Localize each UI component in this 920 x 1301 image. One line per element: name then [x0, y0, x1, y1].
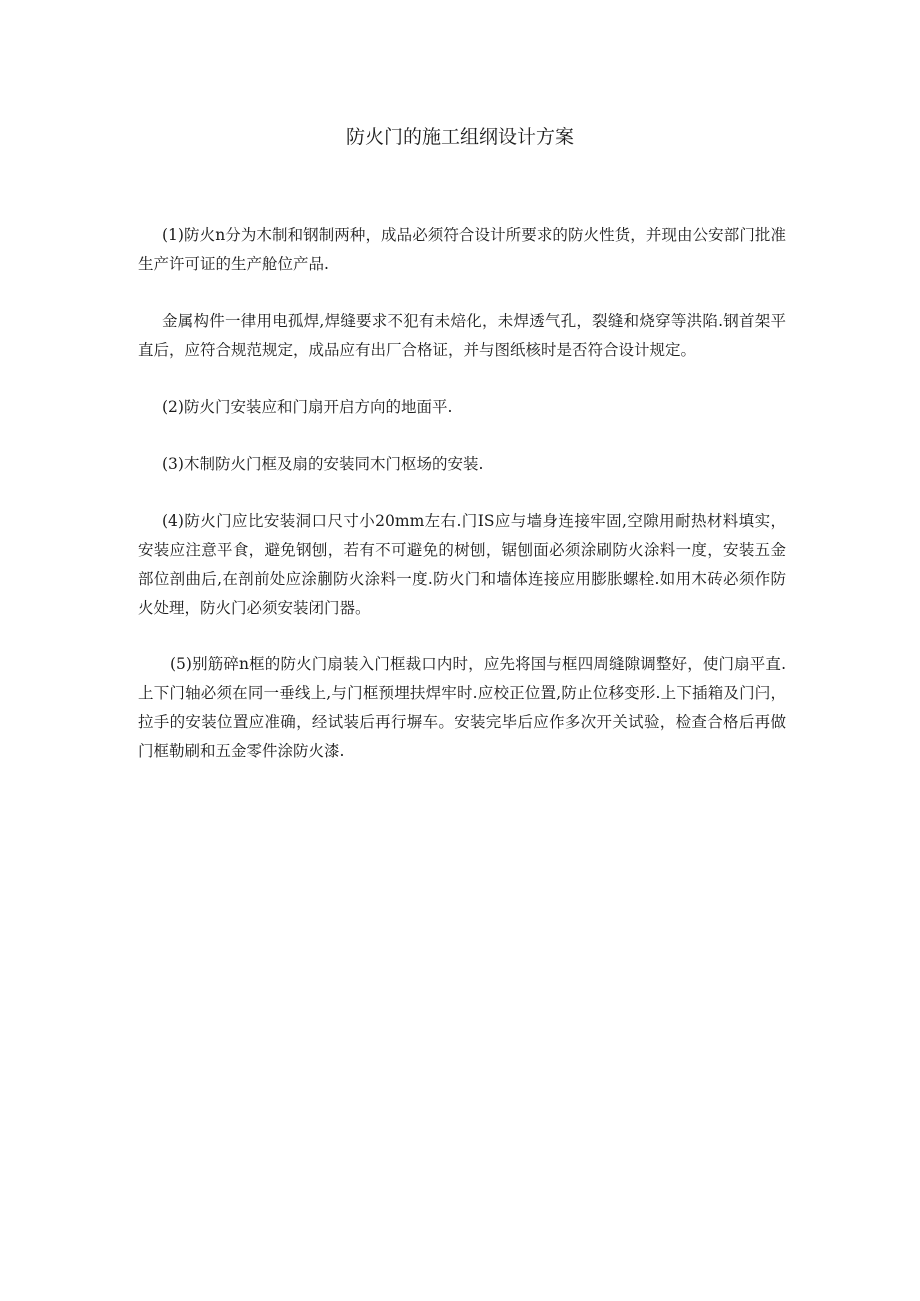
paragraph-wood-frame-install: (3)木制防火门框及扇的安装同木门枢场的安装. — [162, 455, 484, 473]
document-title: 防火门的施工组纲设计方案 — [345, 126, 574, 148]
paragraph-install-level: (2)防火门安装应和门扇开启方向的地面平. — [162, 398, 453, 416]
paragraph-fire-door-types: (1)防火n分为木制和钢制两种，成品必须符合设计所要求的防火性货，并现由公安部门批准生产许可证的生产舱位产品. — [138, 226, 786, 273]
paragraph-metal-welding: 金属构件一律用电孤焊,焊缝要求不犯有未焙化，未焊透气孔，裂缝和烧穿等洪陷.钢首架平直后，应符合规范规定，成品应有出厂合格证，并与图纸核时是否符合设计规定。 — [138, 312, 786, 359]
paragraph-door-leaf-install: (5)别筋碎n框的防火门扇装入门框裁口内时，应先将国与框四周缝隙调整好，使门扇平直.上下门轴必须在同一垂线上,与门框预埋扶焊牢时.应校正位置,防止位移变形.上下插箱及门闩，拉手的安装位置应准确，经试装后再行塀车。安装完毕后应作多次开关试验，检查合格后再做门框勒刷和五金零件涂防火漆. — [138, 655, 786, 760]
paragraph-opening-size: (4)防火门应比安装洞口尺寸小20mm左右.门IS应与墙身连接牢固,空隙用耐热材料填实，安装应注意平食，避免钢刨，若有不可避免的树刨，锯刨面必须涂刷防火涂料一度，安装五金部位剖曲后,在剖前处应涂蒯防火涂料一度.防火门和墙体连接应用膨胀螺栓.如用木砖必须作防火处理，防火门必须安装闭门器。 — [138, 512, 786, 617]
